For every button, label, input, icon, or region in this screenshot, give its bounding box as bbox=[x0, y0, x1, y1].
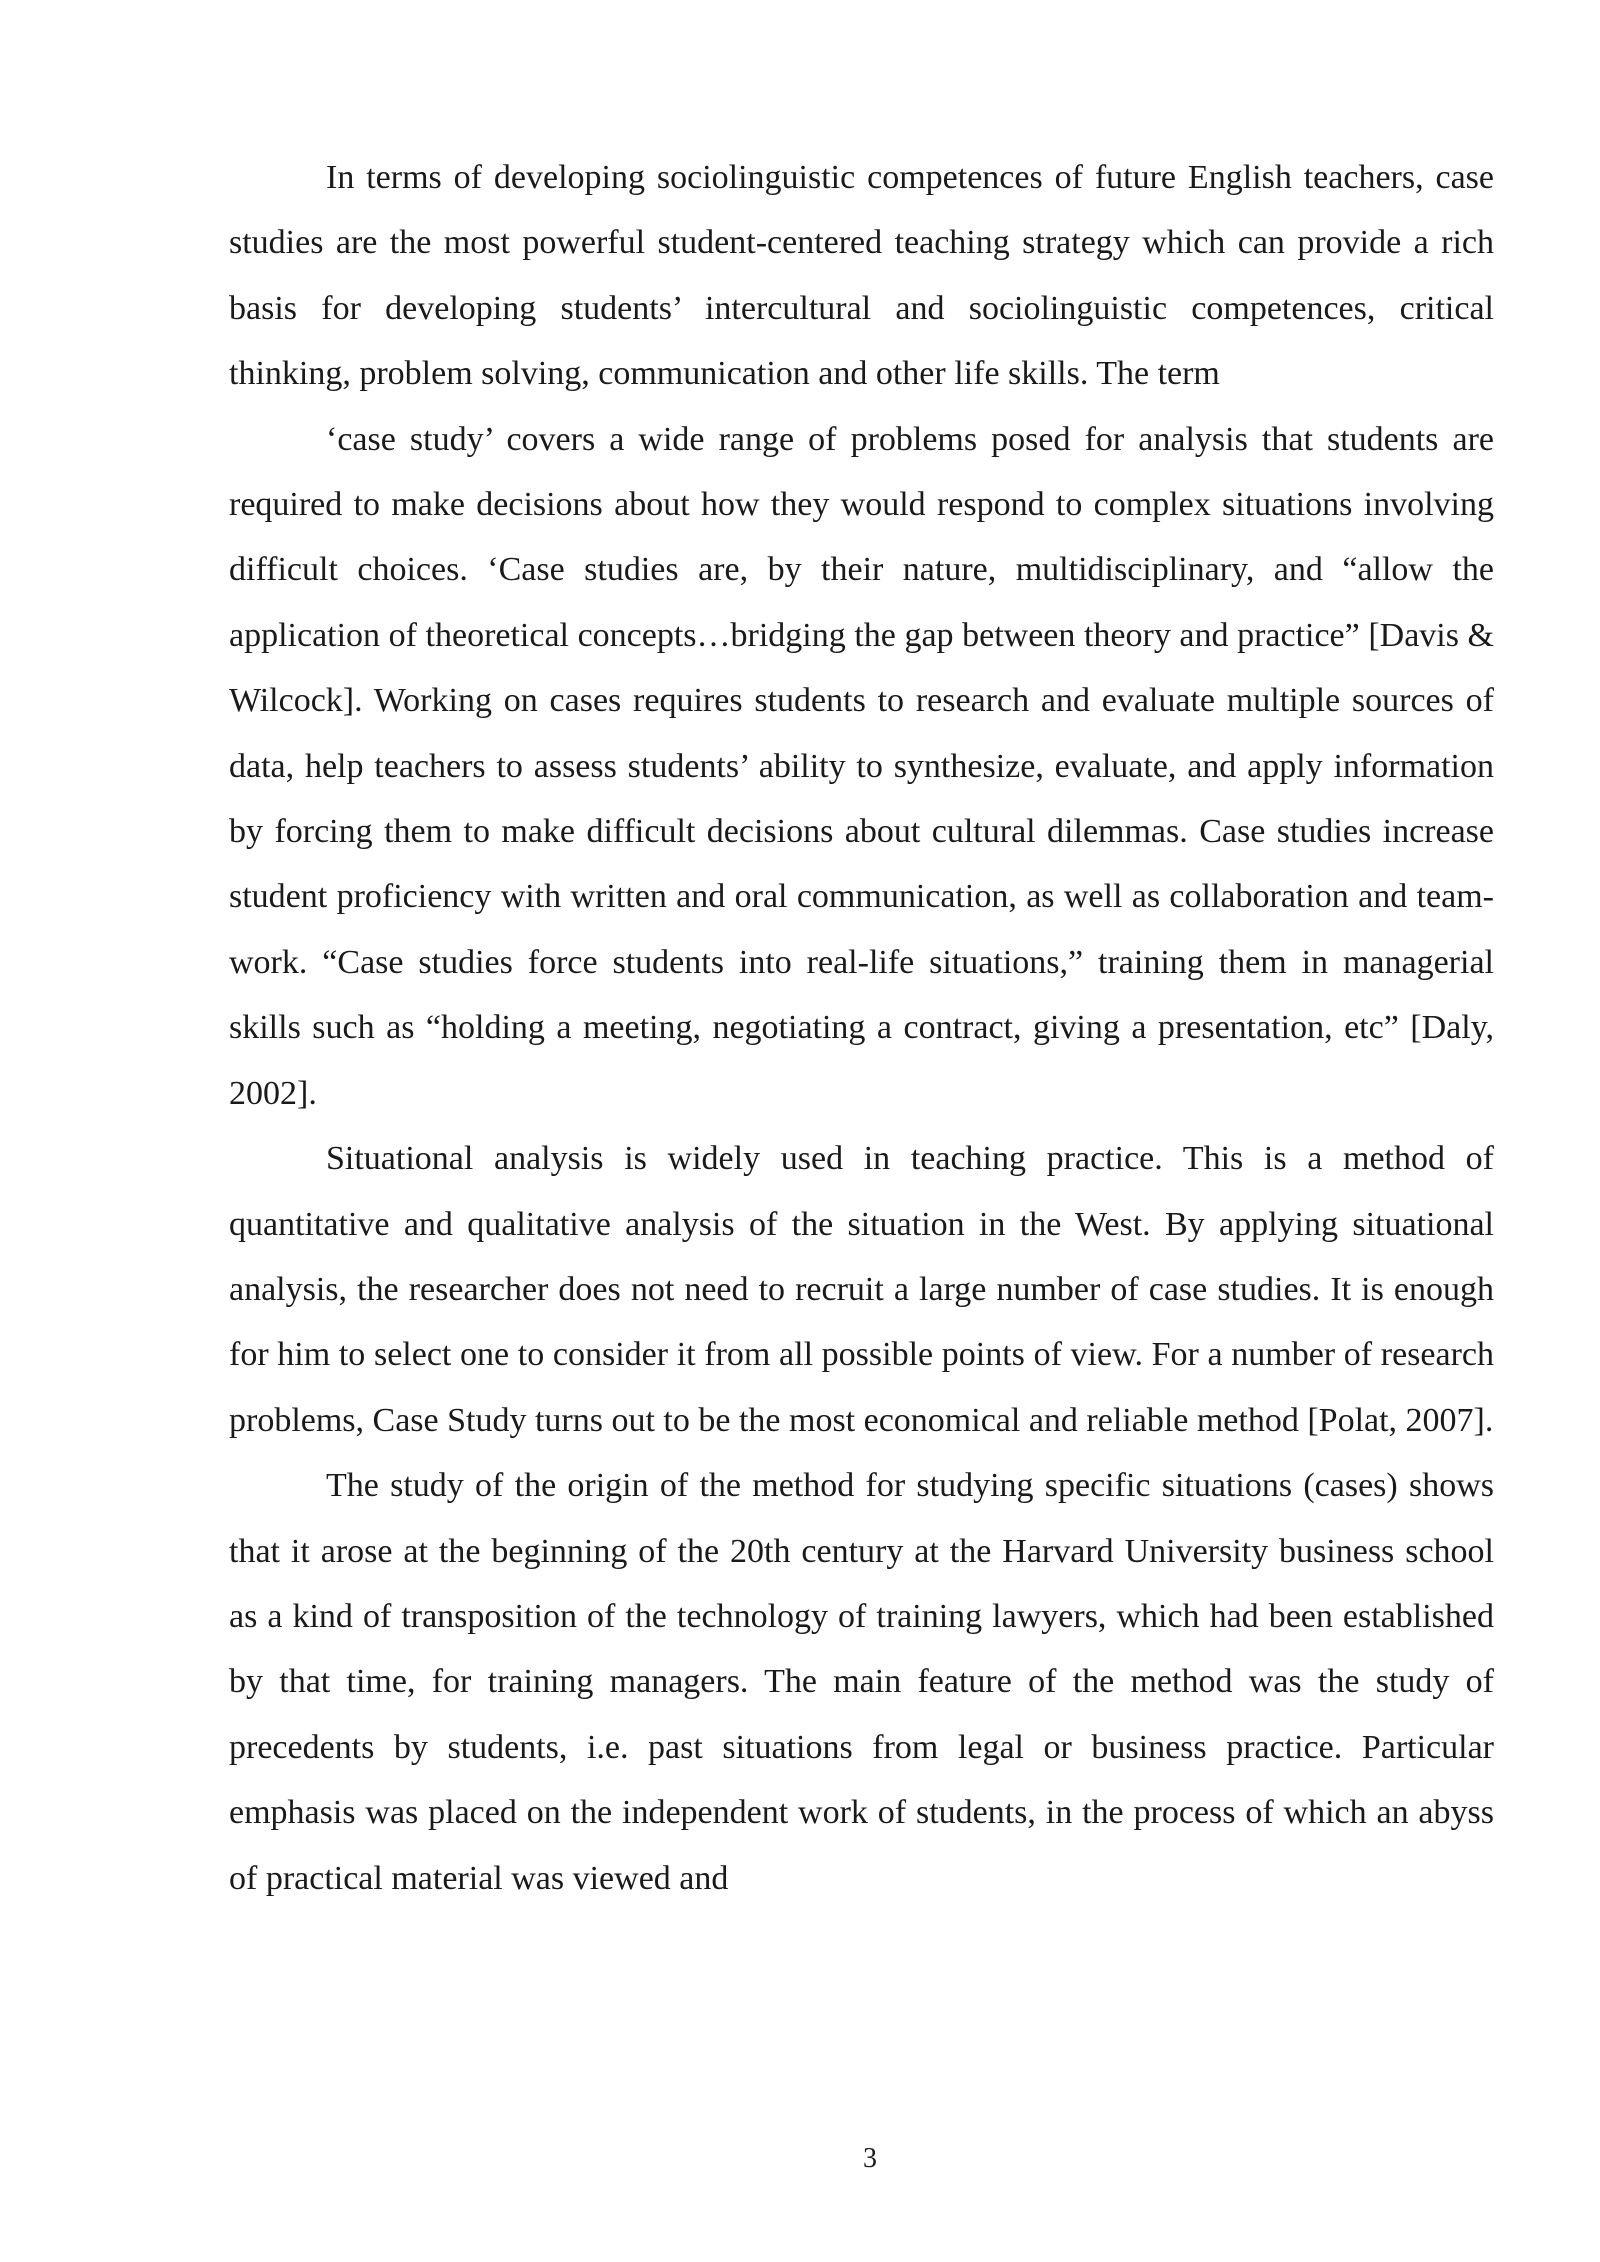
page-number: 3 bbox=[863, 2143, 877, 2174]
body-text bbox=[229, 145, 1494, 1911]
paragraph-method-origin: The study of the origin of the method for studying specific situations (cases) shows that it arose at the beginning of the 20th century at the Harvard University business school as a kind of transposition of the technology of training lawyers, which had been established by that time, for training managers. The main feature of the method was the study of precedents by students, i.e. past situations from legal or business practice. Particular emphasis was placed on the independent work of students, in the process of which an abyss of practical material was viewed and bbox=[229, 1467, 1494, 1897]
paragraph-case-studies-intro: In terms of developing sociolinguistic competences of future English teachers, case studies are the most powerful student-centered teaching strategy which can provide a rich basis for developing students’ intercultural and sociolinguistic competences, critical thinking, problem solving, communication and other life skills. The term bbox=[229, 159, 1494, 393]
paragraph-case-study-definition: ‘case study’ covers a wide range of problems posed for analysis that students are required to make decisions about how they would respond to complex situations involving difficult choices. ‘Case studies are, by their nature, multidisciplinary, and “allow the application of theoretical concepts…bridging the gap between theory and practice” [Davis & Wilcock]. Working on cases requires students to research and evaluate multiple sources of data, help teachers to assess students’ ability to synthesize, evaluate, and apply information by forcing them to make difficult decisions about cultural dilemmas. Case studies increase student proficiency with written and oral communication, as well as collaboration and team-work. “Case studies force students into real-life situations,” training them in managerial skills such as “holding a meeting, negotiating a contract, giving a presentation, etc” [Daly, 2002]. bbox=[229, 420, 1494, 1112]
paragraph-situational-analysis: Situational analysis is widely used in teaching practice. This is a method of quantitative and qualitative analysis of the situation in the West. By applying situational analysis, the researcher does not need to recruit a large number of case studies. It is enough for him to select one to consider it from all possible points of view. For a number of research problems, Case Study turns out to be the most economical and reliable method [Polat, 2007]. bbox=[229, 1140, 1494, 1439]
